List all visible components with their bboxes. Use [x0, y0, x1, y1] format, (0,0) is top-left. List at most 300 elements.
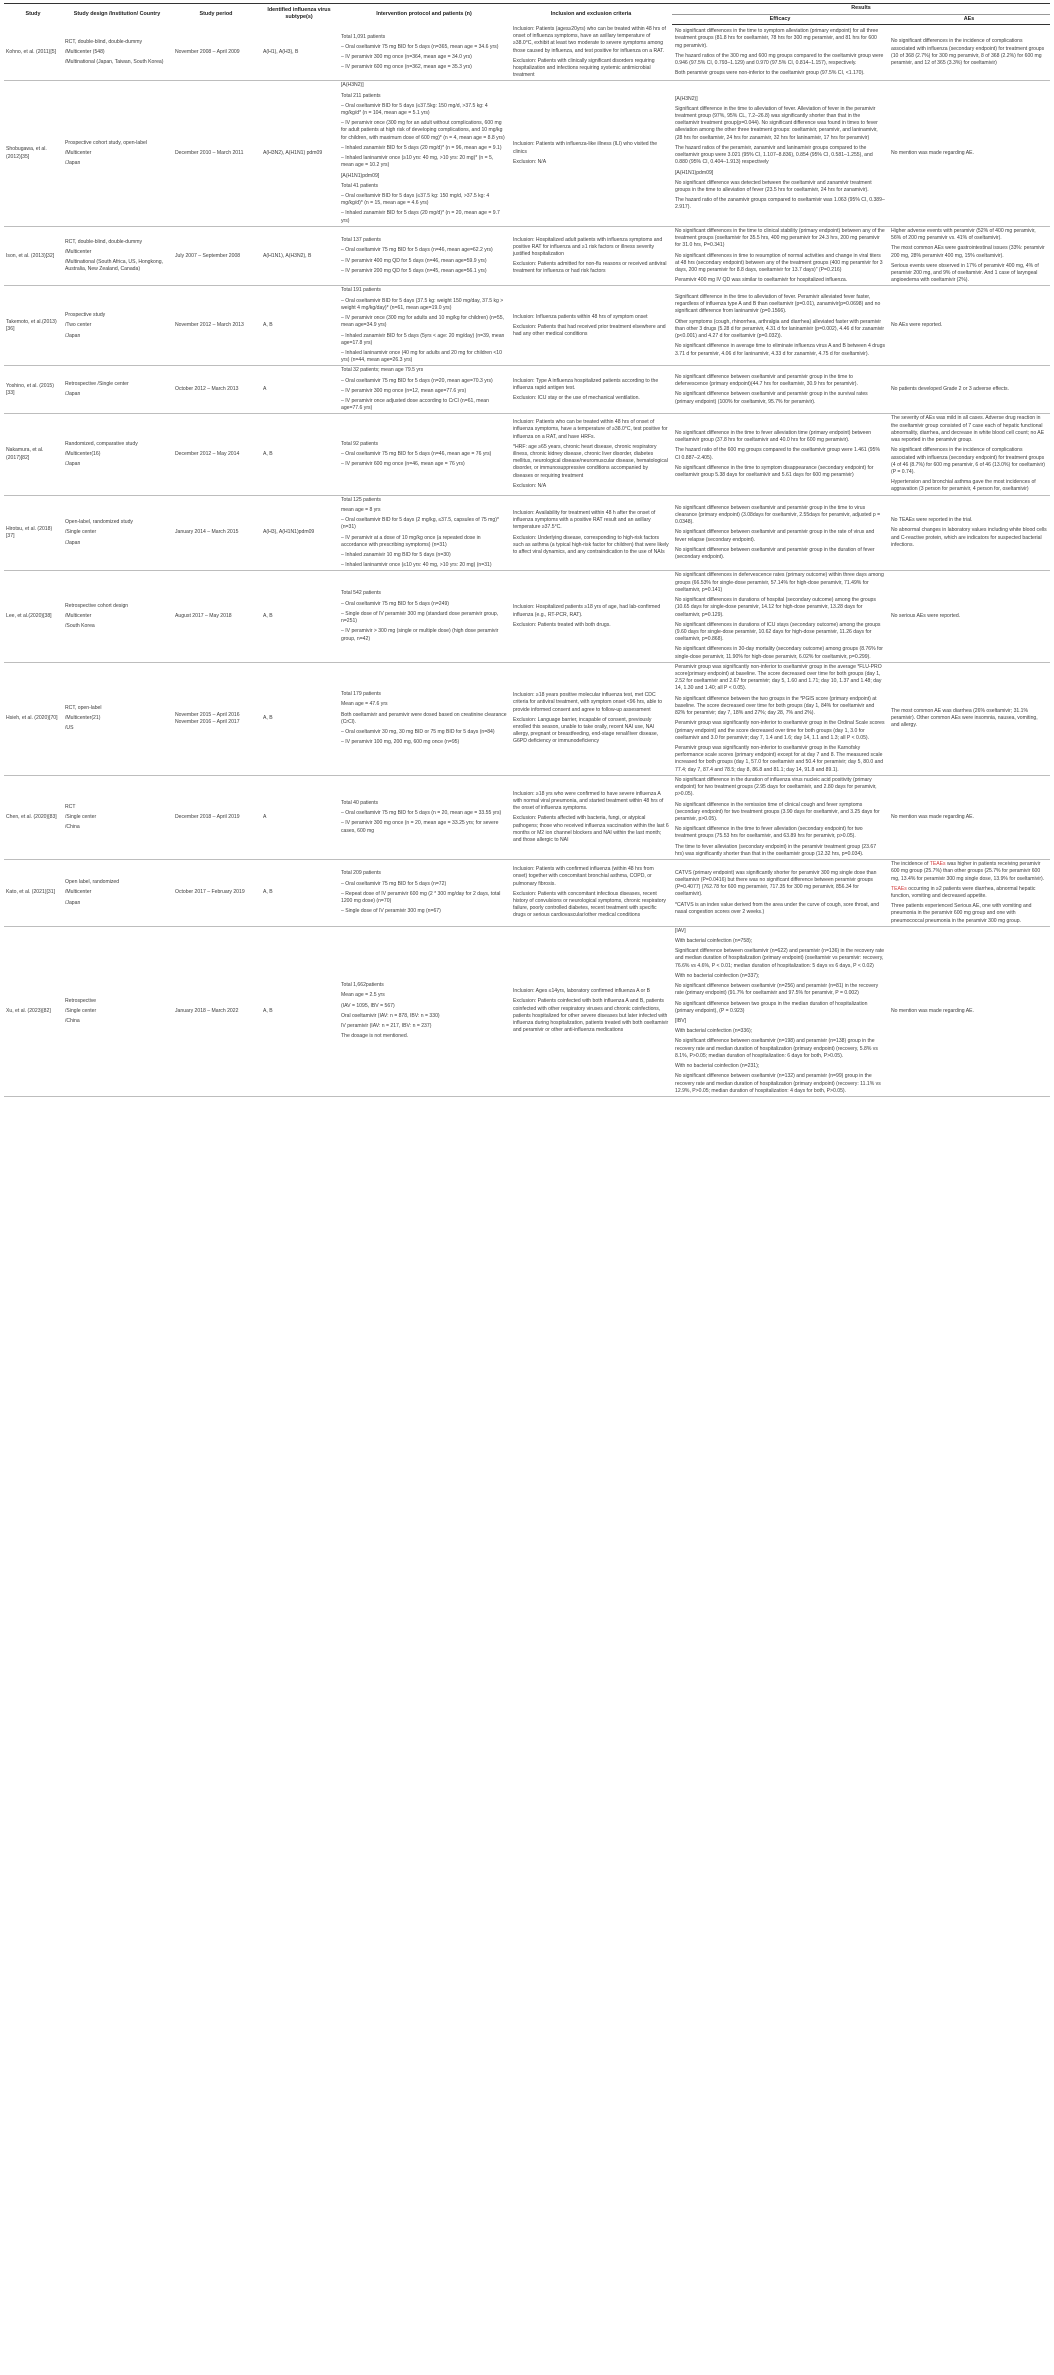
intervention-line: – Single dose of IV peramivir 300 mg (standard dose peramivir group, n=251)	[341, 610, 499, 625]
criteria-line: Exclusion: Patients with concomitant infectious diseases, recent history of convulsions or neurological symptoms, chronic respiratory failure, poorly controlled diabetes, recent treatment with specific drugs or serious cardiovascular/other medical conditions	[513, 890, 666, 919]
efficacy-line: No significant difference in the remission time of clinical cough and fever symptoms (secondary endpoint) for two treatment groups (3.90 days for oseltamivir, and 3.25 days for peramivir, p>0.05).	[675, 801, 880, 822]
intervention-line: – Inhaled laninamivir once (40 mg for adults and 20 mg for children <10 yrs) (n=44, mean age=26.3 yrs)	[341, 349, 502, 364]
criteria-line: *HRF: age ≥65 years, chronic heart disease, chronic respiratory illness, chronic kidney disease, chronic liver disorder, diabetes mellitus, neurological disease/neuromuscular disease, hematological disorder, or immunosuppressive conditions accompanied by diseases or requiring treatment	[513, 443, 668, 479]
virus-subtype: A(H1), A(H3), B	[263, 49, 299, 55]
design-cell	[62, 414, 172, 495]
efficacy-line: Peramivir 400 mg IV QD was similar to oseltamivir for hospitalized influenza.	[675, 277, 848, 284]
efficacy-line: *CATVS is an index value derived from the area under the curve of cough, sore throat, and nasal congestion scores over 2 weeks.)	[675, 901, 880, 915]
intervention-line: – Single dose of IV peramivir 300 mg (n=67)	[341, 908, 441, 915]
study-citation: Yoshino, et al. (2015)[33]	[6, 382, 54, 396]
study-cell	[4, 366, 62, 414]
efficacy-line: No significant difference in the duration of influenza virus nucleic acid positivity (primary endpoint) for two treatment groups (2.95 days for oseltamivir, and 2.80 days for peramivir, p>0.05).	[675, 776, 877, 798]
table-body	[4, 25, 1050, 1097]
efficacy-line: [IBV]	[675, 1018, 687, 1024]
period-cell	[172, 495, 260, 571]
efficacy-line: Significant difference in the time to alleviation of fever. Peramivir alleviated fever faster, regardless of influenza type A and B than oseltamivir (p=0.01), zanamivir(p=0.0698) and no significant difference from laninamivir (p=0.1566).	[675, 294, 881, 315]
study-cell	[4, 860, 62, 927]
study-cell	[4, 25, 62, 81]
intervention-line: – IV peramivir 600 mg once (n=362, mean age = 35.3 yrs)	[341, 64, 472, 71]
subtype-cell	[260, 81, 338, 227]
aes-line: No serious AEs were reported.	[891, 613, 961, 619]
aes-cell	[888, 662, 1050, 775]
efficacy-line: No significant difference between oseltamivir (n=256) and peramivir (n=81) in the recovery rate (primary endpoint) (91.7% for oseltamivir and 97.5% for peramivir, P = 0.002)	[675, 983, 879, 997]
subtype-cell	[260, 662, 338, 775]
table-row	[4, 414, 1050, 495]
study-period: November 2012 – March 2013	[175, 322, 244, 329]
subtype-cell	[260, 495, 338, 571]
virus-subtype: A	[263, 813, 267, 820]
efficacy-line: CATVS (primary endpoint) was significantly shorter for peramivir 300 mg single dose than oseltamivir (P=0.0416) but there was no significant difference between peramivir groups (P=0.4077) (762.78 for 600 mg peramivir, 717.35 for 300 mg peramivir, 856.34 for oseltamivir).	[675, 869, 877, 898]
design-line: /Multicenter(16)	[65, 450, 101, 457]
subtype-cell	[260, 571, 338, 662]
criteria-line: Exclusion: Patients that had received prior treatment elsewhere and had any other medical conditions	[513, 323, 666, 337]
design-cell	[62, 286, 172, 366]
intervention-line: – IV peramivir 600 mg once (n=46, mean age = 76 yrs)	[341, 461, 465, 468]
intervention-line: Total 92 patients	[341, 440, 379, 447]
aes-line: No TEAEs were reported in the trial.	[891, 517, 973, 524]
study-period: October 2017 – February 2019	[175, 889, 245, 896]
intervention-line: – Oral oseltamivir 75 mg BID for 5 days (n=249)	[341, 600, 450, 607]
header-aes: AEs	[888, 14, 1050, 25]
criteria-line: Exclusion: Patients with clinically significant disorders requiring hospitalization and infections requiring systemic antimicrobial treatment	[513, 57, 655, 79]
criteria-line: Exclusion: Patients affected with bacteria, fungi, or atypical pathogens; those who received influenza vaccination within the last 6 months or M2 ion channel blockers and NAI within the last month; and those allergic to NAI	[513, 815, 669, 844]
aes-text: was higher in patients receiving peramivir 600 mg group (25.7%) than other groups (25.7% for peramivir 600 mg, 13.4% for peramivir 300 mg single dose, 13.9% for oseltamivir).	[891, 861, 1045, 882]
period-cell	[172, 81, 260, 227]
intervention-line: – Inhaled laninamivir once (≥10 yrs: 40 mg, >10 yrs: 20 mg)* (n = 5, mean age = 10.2 yrs)	[341, 155, 494, 169]
intervention-line: – IV peramivir 400 mg QD for 5 days (n=46, mean age=59.9 yrs)	[341, 257, 487, 264]
intervention-cell	[338, 495, 510, 571]
design-line: /Japan	[65, 539, 81, 546]
table-row	[4, 926, 1050, 1096]
criteria-cell	[510, 366, 672, 414]
intervention-line: IV peramivir (IAV: n = 217, IBV: n = 237)	[341, 1023, 432, 1030]
intervention-line: Oral oseltamivir (IAV: n = 878, IBV: n = 330)	[341, 1012, 440, 1019]
intervention-cell	[338, 571, 510, 662]
intervention-line: – IV peramivir once adjusted dose according to CrCl (n=61, mean age=77.6 yrs)	[341, 398, 489, 412]
intervention-line: – IV peramivir 100 mg, 200 mg, 600 mg once (n=95)	[341, 739, 460, 746]
intervention-line: – Inhaled zanamivir 10 mg BID for 5 days (n=30)	[341, 551, 451, 558]
efficacy-line: Both peramivir groups were non-inferior to the oseltamivir group (97.5% CI, <1.170).	[675, 70, 865, 77]
intervention-cell	[338, 926, 510, 1096]
design-line: /US	[65, 725, 74, 732]
design-line: /China	[65, 824, 80, 831]
efficacy-line: No significant difference between oseltamivir and peramivir group in the survival rates (primary endpoint) (100% for oseltamivir, 95.7% for peramivir).	[675, 391, 868, 405]
intervention-line: Total 1,662patients	[341, 982, 384, 989]
aes-cell	[888, 366, 1050, 414]
aes-line: The most common AEs were gastrointestinal issues (33%: peramivir 200 mg, 28% peramivir 400 mg, 15% oseltamivir).	[891, 245, 1045, 259]
aes-line: Hypertension and bronchial asthma gave the most incidences of aggravation (3 person for peramivir, 4 person for, oseltamivir)	[891, 479, 1036, 493]
aes-line: Serious events were observed in 17% of peramivir 400 mg, 4% of peramivir 200 mg, and 9% of oseltamivir. And 1 case of laryngeal angioedema with oseltamivir (2%).	[891, 262, 1039, 284]
period-cell	[172, 662, 260, 775]
efficacy-cell	[672, 366, 888, 414]
efficacy-line: Other symptoms (cough, rhinorrhea, arthralgia and diarrhea) alleviated faster with peramivir than other 3 drugs (5.28 d for peramivir, 4.31 d for laninamivir (p=0.002), 4.46 d for zanamivir (p<0.001) and 4.27 d for oseltamivir (p=0.032)).	[675, 318, 885, 340]
virus-subtype: A(H3N2), A(H1N1) pdm09	[263, 150, 323, 157]
criteria-line: Exclusion: N/A	[513, 158, 547, 165]
intervention-line: – Oral oseltamivir BID for 5 days (37.5 kg: weight 150 mg/day, 37.5 kg > weight 4 mg/kg/day)* (n=61, mean age=19.0 yrs)	[341, 297, 504, 311]
efficacy-line: No significant difference in the time to symptom disappearance (secondary endpoint) for oseltamivir group 5.38 days for oseltamivir and 5.61 days for 600 mg peramivir)	[675, 464, 874, 478]
criteria-line: Inclusion: Patients who can be treated within 48 hrs of onset of influenza symptoms, have a temperature of ≥38.0°C, test positive for influenza on a RAT, and have HRFs.	[513, 419, 668, 440]
criteria-line: Inclusion: Patients with confirmed influenza (within 48 hrs from onset) together with concomitant bronchial asthma, COPD, or pulmonary fibrosis.	[513, 866, 654, 887]
header-intervention: Intervention protocol and patients (n)	[338, 4, 510, 25]
period-cell	[172, 414, 260, 495]
design-line: /Single center	[65, 1007, 97, 1014]
intervention-line: Mean age = 47.6 yrs	[341, 701, 388, 708]
criteria-line: Exclusion: ICU stay or the use of mechanical ventilation.	[513, 395, 640, 402]
design-line: /Multicenter	[65, 248, 92, 255]
intervention-line: – Oral oseltamivir 75 mg BID for 5 days (n=20, mean age=70.3 yrs)	[341, 377, 493, 384]
intervention-line: – IV peramivir 300 mg once (n=12, mean age=77.6 yrs)	[341, 387, 467, 394]
intervention-line: Total 542 patients	[341, 590, 381, 597]
study-period: November 2015 – April 2016 November 2016 – April 2017	[175, 711, 240, 725]
header-design: Study design /Institution/ Country	[62, 4, 172, 25]
criteria-cell	[510, 860, 672, 927]
design-line: /Multinational (South Africa, US, Hongkong, Australia, New Zealand, Canada)	[65, 259, 163, 273]
intervention-line: Total 125 patients	[341, 496, 381, 503]
intervention-line: – Oral oseltamivir BID for 5 days (≤37.5kg: 150 mg/d, >37.5 kg: 4 mg/kg/d* (n = 104, mean age = 5.1 yrs)	[341, 102, 488, 117]
design-line: Open-label, randomized study	[65, 519, 133, 526]
design-line: /Multicenter	[65, 889, 92, 896]
aes-line: Higher adverse events with peramivir (52% of 400 mg peramivir, 56% of 200 mg peramivir vs. 41% of oseltamivir).	[891, 227, 1036, 242]
efficacy-cell	[672, 775, 888, 859]
period-cell	[172, 926, 260, 1096]
efficacy-cell	[672, 926, 888, 1096]
table-row	[4, 286, 1050, 366]
intervention-line: Total 32 patients; mean age 79.5 yrs	[341, 367, 424, 374]
intervention-cell	[338, 414, 510, 495]
design-line: Open label, randomized	[65, 879, 120, 886]
aes-cell	[888, 571, 1050, 662]
efficacy-line: The hazard ratio of the 600 mg groups compared to the oseltamivir group were 1.461 (95% CI 0.887–2.405).	[675, 447, 880, 461]
criteria-line: Exclusion: N/A	[513, 482, 547, 489]
virus-subtype: A, B	[263, 1007, 273, 1014]
aes-cell	[888, 926, 1050, 1096]
intervention-line: Total 1,091 patients	[341, 33, 386, 40]
study-citation: Shobugawa, et al. (2012)[35]	[6, 146, 47, 160]
design-cell	[62, 25, 172, 81]
efficacy-cell	[672, 662, 888, 775]
table-row	[4, 775, 1050, 859]
efficacy-line: No significant differences in durations of ICU stays (secondary outcome) among the groups (9.60 days for single-dose peramivir, 10.62 days for high-dose peramivir, 11.26 days for oseltamivir, p=0.868).	[675, 621, 881, 643]
aes-text: occurring in ≥2 patients were diarrhea, abnormal hepatic function, vomiting and decreased appetite.	[891, 885, 1036, 899]
design-line: RCT, open-label	[65, 705, 102, 712]
criteria-line: Exclusion: Patients admitted for non-flu reasons or received antiviral treatment for influenza or had risk factors	[513, 261, 667, 275]
intervention-cell	[338, 860, 510, 927]
study-citation: Lee, et al.(2020)[38]	[6, 613, 52, 619]
criteria-cell	[510, 25, 672, 81]
subtype-cell	[260, 414, 338, 495]
efficacy-line: With bacterial coinfection (n=336);	[675, 1028, 753, 1035]
intervention-cell	[338, 25, 510, 81]
criteria-cell	[510, 414, 672, 495]
intervention-line: The dosage is not mentioned.	[341, 1033, 409, 1040]
aes-line: No significant differences in the incidence of complications associated with influenza (secondary endpoint) for treatment groups (4 of 46 (8.7%) for 600 mg peramivir, 6 of 46 (13.0%) for oseltamivir) (P = 0.74).	[891, 447, 1046, 475]
efficacy-line: No significant difference between oseltamivir and peramivir group in the time to defervescence (primary endpoint)(44.7 hrs for oseltamivir, 30.9 hrs for peramivir).	[675, 373, 858, 388]
intervention-line: mean age = 8 yrs	[341, 506, 381, 513]
study-cell	[4, 414, 62, 495]
criteria-cell	[510, 286, 672, 366]
criteria-line: Inclusion: Ages ≤14yrs, laboratory confirmed influenza A or B	[513, 988, 651, 995]
aes-cell	[888, 226, 1050, 286]
table-row	[4, 226, 1050, 286]
efficacy-cell	[672, 226, 888, 286]
study-citation: Nakamura, et al. (2017)[82]	[6, 447, 44, 461]
study-cell	[4, 775, 62, 859]
study-citation: Kato, et al. (2021)[31]	[6, 889, 55, 896]
intervention-line: Total 41 patients	[341, 182, 379, 189]
intervention-cell	[338, 226, 510, 286]
study-cell	[4, 286, 62, 366]
subtype-cell	[260, 25, 338, 81]
intervention-line: – Oral oseltamivir 30 mg, 30 mg BID or 75 mg BID for 5 days (n=84)	[341, 729, 495, 736]
study-cell	[4, 226, 62, 286]
efficacy-line: The hazard ratio of the zanamivir groups compared to oseltamivir was 1.063 (95% CI, 0.389–2.917).	[675, 197, 885, 211]
efficacy-line: No significant difference in average time to eliminate influenza virus A and B between 4 drugs 3.71 d for peramivir, 4.06 d for laninamivir, 4.33 d for zanamivir, 4.75 d for oseltamivir).	[675, 343, 886, 357]
study-citation: Hsieh, et al. (2020)[70]	[6, 715, 58, 722]
header-study: Study	[4, 4, 62, 25]
criteria-line: Inclusion: Patients with influenza-like illness (ILI) who visited the clinics	[513, 141, 658, 155]
virus-subtype: A, B	[263, 322, 273, 329]
efficacy-line: Significant difference between oseltamivir (n=622) and peramivir (n=136) in the recovery rate and median duration of hospitalization (primary endpoint) (oseltamivir vs peramivir: recovery, 76.6% vs 4.6%, P < 0.01; median duration of hospitalization: 5 days vs 6 days, P < 0.02)	[675, 948, 885, 969]
design-cell	[62, 495, 172, 571]
period-cell	[172, 25, 260, 81]
efficacy-line: No significant difference between oseltamivir and peramivir group in the time to virus clearance (primary endpoint) (3.08days for oseltamivir, 2.55days for peramivir, adjusted p = 0.0348).	[675, 504, 881, 526]
header-efficacy: Efficacy	[672, 14, 888, 25]
intervention-line: [A(H3N2)]	[341, 82, 364, 89]
efficacy-line: No significant differences in the time to clinical stability (primary endpoint) between any of the treatment groups (oseltamivir for 35.5 hrs, 400 mg peramivir for 24.3 hrs, 200 mg peramivir for 31.0 hrs, P=0.341)	[675, 227, 885, 249]
study-period: July 2007 – September 2008	[175, 252, 241, 259]
criteria-line: Inclusion: Influenza patients within 48 hrs of symptom onset	[513, 313, 648, 320]
efficacy-cell	[672, 414, 888, 495]
study-cell	[4, 571, 62, 662]
intervention-line: – Inhaled laninamivir once (≤10 yrs: 40 mg, >10 yrs: 20 mg) (n=31)	[341, 562, 492, 569]
table-row	[4, 571, 1050, 662]
subtype-cell	[260, 926, 338, 1096]
study-period: November 2008 – April 2009	[175, 49, 240, 55]
intervention-line: – Repeat dose of IV peramivir 600 mg (2 * 300 mg/day for 2 days, total 1200 mg dose) (n=70)	[341, 890, 501, 905]
intervention-line: – Oral oseltamivir 75 mg BID for 5 days (n = 20, mean age = 33.55 yrs)	[341, 810, 502, 817]
intervention-line: – Oral oseltamivir 75 mg BID for 5 days (n=365, mean age = 34.6 yrs)	[341, 43, 499, 50]
efficacy-line: No significant difference between oseltamivir and peramivir group in the duration of fever (secondary endpoint).	[675, 546, 875, 561]
virus-subtype: A	[263, 386, 267, 393]
criteria-line: Inclusion: Patients (ages≥20yrs) who can be treated within 48 hrs of onset of influenza symptoms, have an axillary temperature of ≥38.0°C, exhibit at least two moderate to severe symptoms among those caused by influenza, and test positive for influenza on a RAT.	[513, 25, 666, 54]
design-line: Prospective study	[65, 312, 106, 319]
aes-line	[891, 886, 1047, 900]
efficacy-line: No significant differences in durations of hospital (secondary outcome) among the groups (10.65 days for single-dose peramivir, 14.12 for high-dose peramivir, 13.28 days for oseltamivir, p=0.129).	[675, 597, 876, 618]
subtype-cell	[260, 226, 338, 286]
design-cell	[62, 775, 172, 859]
design-line: /Japan	[65, 391, 81, 398]
criteria-cell	[510, 571, 672, 662]
efficacy-cell	[672, 81, 888, 227]
study-cell	[4, 81, 62, 227]
table-row	[4, 495, 1050, 571]
intervention-line: – Oral oseltamivir 75 mg BID for 5 days (n=46, mean age = 76 yrs)	[341, 450, 492, 457]
design-cell	[62, 860, 172, 927]
efficacy-cell	[672, 286, 888, 366]
study-citation: Hirotsu, et al. (2018)[37]	[6, 525, 53, 540]
criteria-cell	[510, 775, 672, 859]
subtype-cell	[260, 286, 338, 366]
aes-line: No mention was made regarding AE.	[891, 813, 974, 820]
study-citation: Kohno, et al. (2011)[5]	[6, 49, 57, 55]
intervention-line: – Oral oseltamivir 75 mg BID for 5 days (n=46, mean age=62.2 yrs)	[341, 247, 493, 254]
intervention-line: – Inhaled zanamivir BID for 5 days (5yrs < age: 20 mg/day) (n=39, mean age=17.8 yrs)	[341, 332, 505, 346]
criteria-line: Inclusion: Type A influenza hospitalized patients according to the influenza rapid antigen test.	[513, 377, 659, 391]
design-line: /Multinational (Japan, Taiwan, South Korea)	[65, 59, 164, 66]
period-cell	[172, 571, 260, 662]
efficacy-line: No significant difference between two groups in the median duration of hospitalization (primary endpoint), (P = 0.923)	[675, 1000, 868, 1014]
study-period: January 2018 – March 2022	[175, 1007, 239, 1014]
efficacy-line: The time to fever alleviation (secondary endpoint) in the peramivir treatment group (23.67 hrs) was significantly shorter than that in the oseltamivir group (12.32 hrs, p=0.034).	[675, 843, 877, 857]
design-line: Retrospective /Single center	[65, 381, 129, 388]
subtype-cell	[260, 366, 338, 414]
virus-subtype: A(H3), A(H1N1)pdm09	[263, 529, 315, 536]
intervention-line: – Oral oseltamivir BID for 5 days (≤37.5 kg: 150 mg/d, >37.5 kg: 4 mg/kg/d)* (n = 15, mean age = 4.6 yrs)	[341, 193, 490, 207]
efficacy-line: Peramivir group was significantly non-inferior to oseltamivir group in the Karnofsky performance scale scores (primary endpoint) except for at day 7 and 8. The measured scale increased for both groups (day 1, 57.0 for oseltamivir and 50.4 for peramivir; day 5, 80.0 and 77.4; day 7, 87.4 and 78.5; day 8, 86.8 and 81.1; day 14, 91.8 and 89.1).	[675, 745, 884, 773]
period-cell	[172, 366, 260, 414]
efficacy-line: No significant differences in time to resumption of normal activities and change in viral titers at 48 hrs (secondary endpoint) between any of the treatment groups (400 mg peramivir for 3 days, 200 mg peramivir for 8.8 days, oseltamivir for 13.7 days)" (P=0.216)	[675, 252, 883, 273]
study-citation: Ison, et al. (2013)[32]	[6, 252, 55, 259]
period-cell	[172, 226, 260, 286]
criteria-line: Exclusion: Language barrier, incapable of consent, previously enrolled this season, unable to take orally, recent NAI use, NAI allergy, pregnant or breastfeeding, end-stage renal/liver disease, G6PD deficiency or immunodeficiency	[513, 716, 659, 745]
efficacy-line: No significant differences in 30-day mortality (secondary outcome) among groups (8.76% for single-dose peramivir, 11.90% for high-dose peramivir, 6.02% for oseltamivir, p=0.299).	[675, 646, 884, 660]
period-cell	[172, 860, 260, 927]
criteria-line: Inclusion: Hospitalized patients ≥18 yrs of age, had lab-confirmed influenza (e.g., RT-PCR, RAT).	[513, 604, 661, 618]
efficacy-line: No significant difference in the time to fever alleviation time (primary endpoint) between oseltamivir group (37.8 hrs for oseltamivir and 40.0 hrs for 600 mg peramivir).	[675, 429, 872, 444]
aes-cell	[888, 414, 1050, 495]
design-line: /Multicenter(21)	[65, 715, 101, 722]
design-line: /Japan	[65, 160, 81, 167]
intervention-line: – IV peramivir 300 mg once (n = 20, mean age = 33.25 yrs; for severe cases, 600 mg	[341, 820, 499, 834]
study-citation: Takemoto, et al.(2013)[36]	[6, 318, 57, 332]
design-line: /South Korea	[65, 623, 95, 630]
criteria-cell	[510, 226, 672, 286]
design-line: RCT	[65, 803, 76, 810]
intervention-line: Total 179 patients	[341, 691, 381, 698]
aes-cell	[888, 25, 1050, 81]
header-subtype: Identified influenza virus subtype(s)	[260, 4, 338, 25]
table-row	[4, 81, 1050, 227]
design-line: /Japan	[65, 461, 81, 468]
intervention-line: Both oseltamivir and peramivir were dosed based on creatinine clearance (CrCl).	[341, 711, 507, 725]
intervention-line: – IV peramivir once (300 mg for adults and 10 mg/kg for children) (n=55, mean age=34.9 yrs)	[341, 315, 504, 329]
study-cell	[4, 926, 62, 1096]
design-line: /China	[65, 1018, 80, 1024]
intervention-cell	[338, 366, 510, 414]
efficacy-line: No significant difference between oseltamivir (n=198) and peramivir (n=138) group in the recovery rate and median duration of hospitalization (primary endpoint) (recovery, 5.8% vs 8.1%, P>0.05; median duration of hospitalization: 6 days for both, P>0.05).	[675, 1038, 878, 1059]
subtype-cell	[260, 860, 338, 927]
intervention-line: Total 209 patients	[341, 870, 381, 877]
design-line: Prospective cohort study, open-label	[65, 139, 148, 146]
design-line: RCT, double-blind, double-dummy	[65, 238, 143, 245]
efficacy-line: No significant differences in the time to symptom alleviation (primary endpoint) for all three treatment groups (81.8 hrs for oseltamivir, 78 hrs for 300 mg peramivir, and 81 hrs for 600 mg peramivir).	[675, 28, 879, 49]
intervention-line: – IV peramivir at a dose of 10 mg/kg once (a repeated dose in accordance with prescribing symptoms) (n=31)	[341, 534, 481, 548]
document-page	[4, 0, 1050, 1097]
design-line: RCT, double-blind, double-dummy	[65, 38, 143, 45]
efficacy-line: No significant difference between oseltamivir (n=132) and peramivir (n=99) group in the recovery rate and median duration of hospitalization (primary endpoint) (recovery: 11.1% vs 12.9%, P>0.05; median duration of hospitalization: 4 days for both, P>0.05).	[675, 1073, 881, 1094]
virus-subtype: A, B	[263, 715, 273, 722]
table-row	[4, 860, 1050, 927]
criteria-line: Inclusion: Hospitalized adult patients with influenza symptoms and positive RAT for influenza and ≥1 risk factors or illness severity justified hospitalization	[513, 236, 663, 258]
intervention-line: – IV peramivir 300 mg once (n=364, mean age = 34.0 yrs)	[341, 54, 472, 61]
aes-line: No mention was made regarding AE.	[891, 1007, 974, 1014]
intervention-line: – IV peramivir once (300 mg for an adult without complications, 600 mg for adult patients at high risk of developing complications, and 10 mg/kg for children, with maximum dose of 600 mg)* (n = 4, mean age = 8.8 yrs)	[341, 120, 505, 141]
intervention-line: Mean age = 2.5 yrs	[341, 992, 385, 999]
header-period: Study period	[172, 4, 260, 25]
aes-line: The most common AE was diarrhea (26% oseltamivir; 31.1% peramivir). Other common AEs were insomnia, nausea, vomiting, and allergy.	[891, 708, 1038, 729]
table-row	[4, 366, 1050, 414]
efficacy-line: No significant differences in defervescence rates (primary outcome) within three days among groups (66.53% for single-dose peramivir, 57.14% for high-dose peramivir, 71.49% for oseltamivir, p=0.141)	[675, 572, 884, 593]
comparison-table	[4, 3, 1050, 1097]
intervention-cell	[338, 662, 510, 775]
aes-line	[891, 861, 1047, 883]
aes-line: No AEs were reported.	[891, 322, 943, 329]
aes-cell	[888, 495, 1050, 571]
efficacy-line: Peramivir group was significantly non-inferior to oseltamivir group in the average *FLU-PRO score(primary endpoint) at baseline. The score decreased over time for both groups (day 1, 2.52 for oseltamivir and 2.67 for peramivir; day 5, 1.60 and 1.71; day 10, 1.37 and 1.48; day 14, 1.30 and 1.40; all P < 0.05).	[675, 663, 882, 692]
aes-line: Three patients experienced Serious AE, one with vomiting and pneumonia in the peramivir 600 mg group and one with pneumococcal pneumonia in the peramivir 300 mg group.	[891, 903, 1032, 924]
efficacy-cell	[672, 25, 888, 81]
design-line: /Multicenter (548)	[65, 49, 105, 55]
intervention-cell	[338, 775, 510, 859]
intervention-cell	[338, 286, 510, 366]
efficacy-line: With no bacterial coinfection (n=337);	[675, 972, 760, 979]
intervention-line: [A(H1N1)pdm09]	[341, 172, 380, 179]
virus-subtype: A, B	[263, 889, 273, 896]
intervention-line: – Oral oseltamivir 75 mg BID for 5 days (n=72)	[341, 880, 447, 887]
efficacy-line: Peramivir group was significantly non-inferior to oseltamivir group in the Ordinal Scale scores (primary endpoint) and the score decreased over time for both groups (day 1, 3.0 for oseltamivir and 3.0 for peramivir; day 7, 1.4 and 1.6; day 14, 1.1 and 1.3; all P < 0.05).	[675, 720, 885, 741]
efficacy-line: [IAV]	[675, 927, 686, 934]
criteria-line: Exclusion: Patients coinfected with both influenza A and B, patients coinfected with other respiratory viruses and chronic coinfections, patients hospitalized for other severe diseases but later infected with influenza during hospitalization, patients treated with both oseltamivir and peramivir or other anti-influenza medications	[513, 998, 669, 1034]
design-line: /Single center	[65, 529, 97, 536]
table-row	[4, 662, 1050, 775]
highlighted-term: TEAEs	[929, 861, 946, 868]
intervention-cell	[338, 81, 510, 227]
design-cell	[62, 571, 172, 662]
header-criteria: Inclusion and exclusion criteria	[510, 4, 672, 25]
aes-cell	[888, 775, 1050, 859]
design-line: Retrospective cohort design	[65, 602, 129, 609]
study-citation: Chen, et al. (2020)[83]	[6, 813, 57, 820]
efficacy-cell	[672, 571, 888, 662]
efficacy-cell	[672, 495, 888, 571]
design-line: Randomized, comparative study	[65, 440, 138, 447]
design-cell	[62, 366, 172, 414]
efficacy-line: No significant difference between the two groups in the *PGIS score (primary endpoint) at baseline. The score decreased over time for both groups (day 1, 84% for oseltamivir and 82% for peramivir; day 7, 18% and 27%; day 28, 7% and 2%).	[675, 695, 877, 717]
study-period: December 2012 – May 2014	[175, 450, 240, 457]
aes-cell	[888, 286, 1050, 366]
efficacy-line: [A(H1N1)pdm09]	[675, 169, 714, 176]
efficacy-line: With no bacterial coinfection (n=231);	[675, 1063, 760, 1070]
study-cell	[4, 495, 62, 571]
highlighted-term: TEAEs	[891, 885, 907, 892]
efficacy-line: The hazard ratios of the peramivir, zanamivir and laninamivir groups compared to the oseltamivir group were 3.021 (95% CI, 1.107–8.836), 0.854 (95% CI, 0.581–1.255), and 0.880 (95% CI, 0.404–1.913) respectively	[675, 144, 873, 166]
criteria-line: Inclusion: Availability for treatment within 48 h after the onset of influenza symptoms with a positive RAT result and an axillary temperature ≥37.5°C.	[513, 509, 656, 531]
intervention-line: Total 137 patients	[341, 237, 381, 244]
criteria-cell	[510, 81, 672, 227]
aes-line: No significant differences in the incidence of complications associated with influenza (secondary endpoint) for treatment groups (10 of 368 (2.7%) for 300 mg peramivir, 8 of 368 (2.2%) for 600 mg peramivir, and 12 of 365 (3.3%) for oseltamivir)	[891, 38, 1045, 67]
design-cell	[62, 81, 172, 227]
efficacy-line: Significant difference in the time to alleviation of fever. Alleviation of fever in the peramivir treatment group (97%, 95% CL, 7.2–26.8) was significantly shorter than that in the oseltamivir treatment group(p=0.044). No significant difference was found in times to fever alleviation among the other three treatment groups: oseltamivir, peramivir, and laninamivir, (28 hrs for oseltamivir, 24 hrs for zanamivir, 32 hrs for laninamivir, 17 hrs for peramivir)	[675, 105, 878, 141]
table-row	[4, 25, 1050, 81]
table-header	[4, 4, 1050, 25]
aes-cell	[888, 81, 1050, 227]
criteria-line: Exclusion: Underlying disease, corresponding to high-risk factors such as asthma (a typical high-risk factor for children) that were likely to affect viral dynamics, and any contraindication to the use of NAIs	[513, 534, 669, 555]
criteria-line: Inclusion: ≥18 yrs who were confirmed to have severe influenza A with normal viral pneumonia, and started treatment within 48 hrs of the onset of influenza symptoms.	[513, 790, 664, 812]
criteria-line: Exclusion: Patients treated with both drugs.	[513, 621, 611, 628]
efficacy-line: The hazard ratios of the 300 mg and 600 mg groups compared to the oseltamivir group were 0.946 (97.5% CI, 0.793–1.129) and 0.970 (97.5% CI, 0.814–1.157), respectively.	[675, 52, 884, 67]
aes-line: No patients developed Grade 2 or 3 adverse effects.	[891, 386, 1009, 393]
design-line: /Multicenter	[65, 150, 92, 157]
